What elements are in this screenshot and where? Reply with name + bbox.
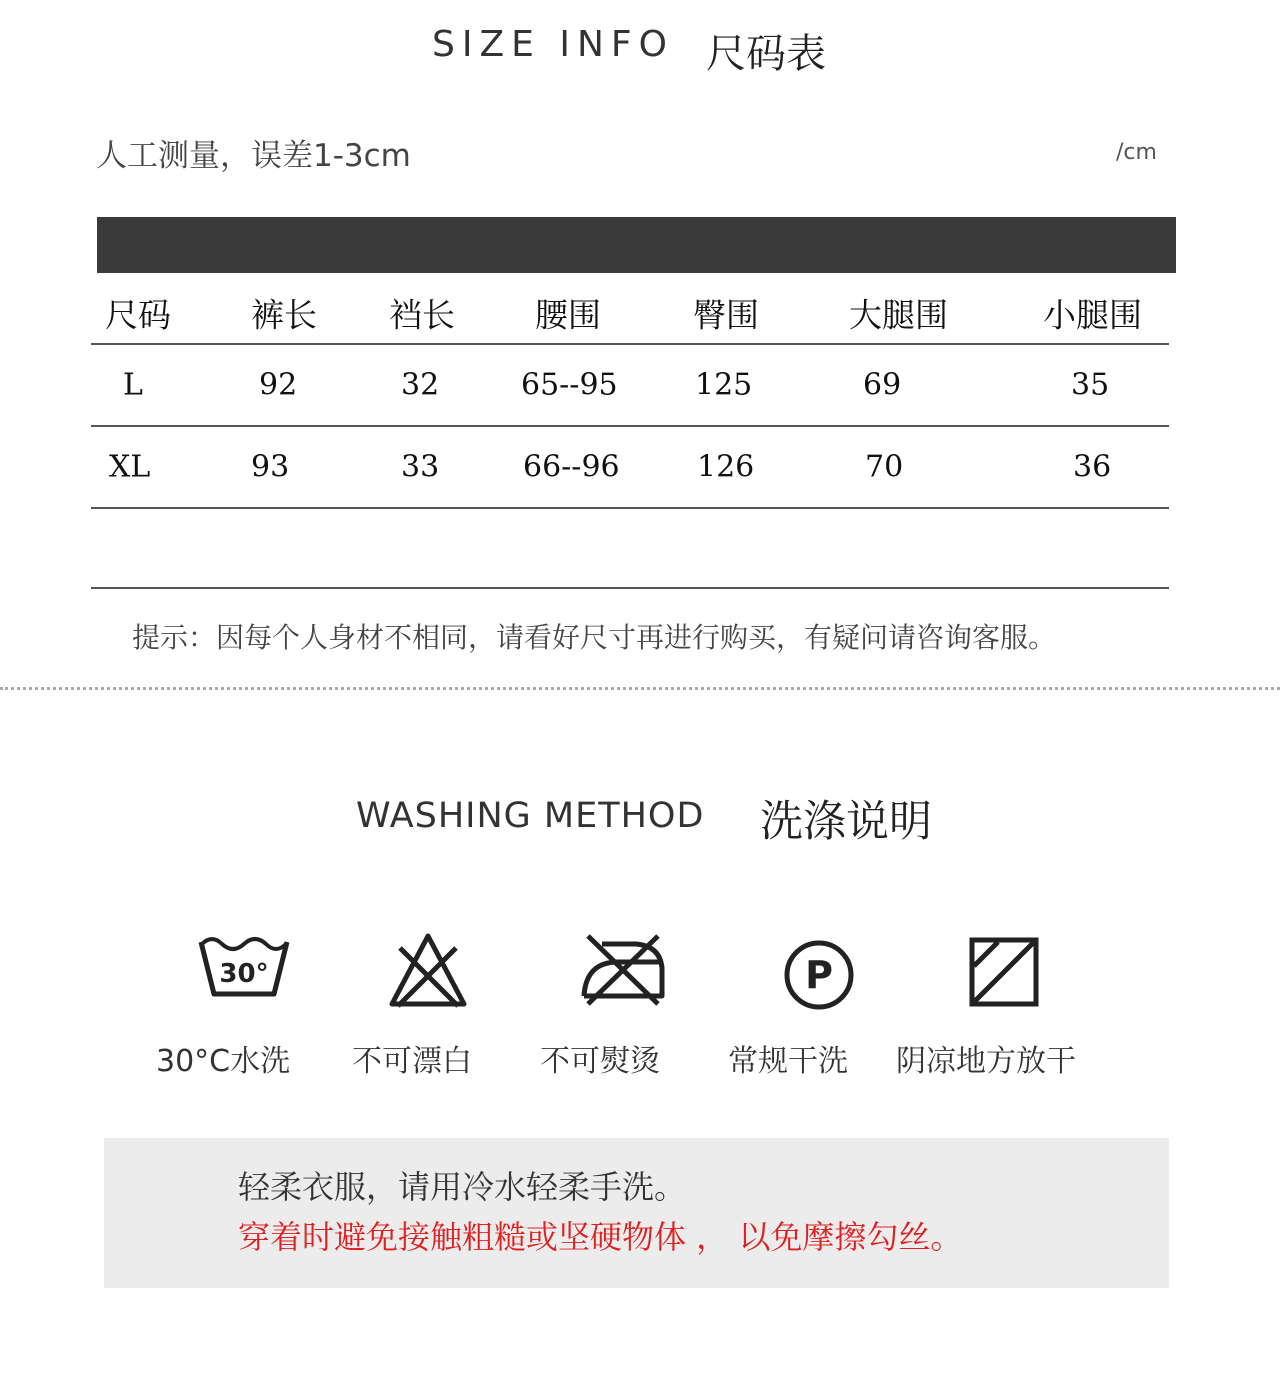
- size-table: [91, 282, 1169, 589]
- table-header-row: [91, 282, 1169, 345]
- cell-pants-length: 93: [251, 449, 290, 485]
- size-info-title-en: SIZE INFO: [432, 24, 674, 65]
- cell-pants-length: 92: [259, 367, 298, 403]
- table-row: [91, 427, 1169, 509]
- wash-30-icon: [198, 932, 290, 1002]
- header-calf: 小腿围: [1043, 295, 1142, 334]
- cell-hip: 125: [695, 367, 753, 403]
- header-size: 尺码: [105, 295, 171, 334]
- no-iron-icon: [578, 932, 668, 1008]
- cell-rise: 32: [401, 367, 440, 403]
- header-hip: 臀围: [693, 295, 759, 334]
- cell-thigh: 69: [863, 367, 902, 403]
- cell-calf: 35: [1071, 367, 1110, 403]
- care-label-shade-dry: 阴凉地方放干: [896, 1044, 1076, 1079]
- cell-thigh: 70: [865, 449, 904, 485]
- table-row: [91, 345, 1169, 427]
- header-rise: 裆长: [389, 295, 455, 334]
- size-info-title-zh: 尺码表: [706, 31, 826, 77]
- washing-title-en: WASHING METHOD: [356, 796, 705, 836]
- cell-waist: 66--96: [523, 449, 620, 485]
- header-thigh: 大腿围: [849, 295, 948, 334]
- measurement-note: 人工测量，误差1-3cm: [96, 138, 411, 174]
- care-label-no-bleach: 不可漂白: [352, 1044, 472, 1079]
- care-label-no-iron: 不可熨烫: [540, 1044, 660, 1079]
- care-label-dry-clean: 常规干洗: [728, 1044, 848, 1079]
- header-pants-length: 裤长: [251, 295, 317, 334]
- header-waist: 腰围: [535, 295, 601, 334]
- wash-temp-text: 30°: [219, 959, 269, 989]
- shade-dry-icon: [968, 936, 1040, 1008]
- table-header-bar: [97, 217, 1176, 273]
- unit-label: /cm: [1116, 140, 1157, 165]
- table-row-empty: [91, 509, 1169, 589]
- cell-waist: 65--95: [521, 367, 618, 403]
- dry-clean-letter: P: [805, 953, 833, 997]
- cell-size: XL: [109, 449, 151, 485]
- cell-size: L: [123, 367, 143, 403]
- size-tip: 提示：因每个人身材不相同，请看好尺寸再进行购买，有疑问请咨询客服。: [132, 621, 1057, 654]
- care-label-wash: 30°C水洗: [156, 1044, 291, 1079]
- cell-hip: 126: [697, 449, 755, 485]
- care-note-line-1: 轻柔衣服，请用冷水轻柔手洗。: [238, 1168, 687, 1206]
- washing-title-zh: 洗涤说明: [760, 797, 932, 847]
- cell-calf: 36: [1073, 449, 1112, 485]
- care-warning-line: 穿着时避免接触粗糙或坚硬物体 ， 以免摩擦勾丝。: [238, 1218, 963, 1256]
- section-divider: [0, 687, 1280, 690]
- dry-clean-icon: [782, 938, 856, 1012]
- cell-rise: 33: [401, 449, 440, 485]
- no-bleach-icon: [388, 932, 468, 1012]
